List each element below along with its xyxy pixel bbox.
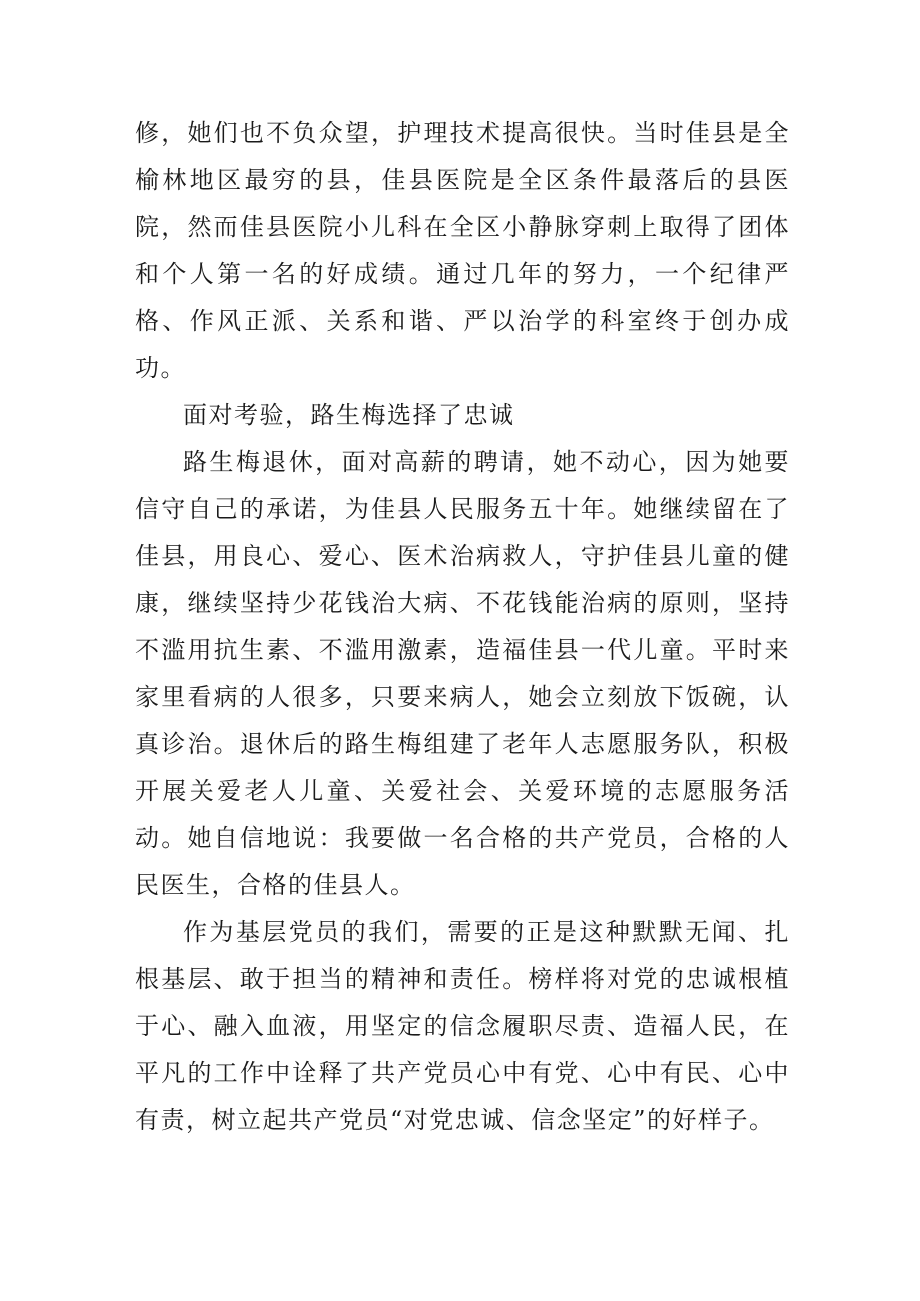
paragraph-conclusion: 作为基层党员的我们，需要的正是这种默默无闻、扎根基层、敢于担当的精神和责任。榜样将对党的忠诚根植于心、融入血液，用坚定的信念履职尽责、造福人民，在平凡的工作中诠释了共产党员心中有党、心中有民、心中有责，树立起共产党员“对党忠诚、信念坚定”的好样子。 bbox=[135, 918, 790, 1134]
paragraph-continuation: 修，她们也不负众望，护理技术提高很快。当时佳县是全榆林地区最穷的县，佳县医院是全区条件最落后的县医院，然而佳县医院小儿科在全区小静脉穿刺上取得了团体和个人第一名的好成绩。通过几年的努力，一个纪律严格、作风正派、关系和谐、严以治学的科室终于创办成功。 bbox=[135, 119, 790, 382]
paragraph-retirement: 路生梅退休，面对高薪的聘请，她不动心，因为她要信守自己的承诺，为佳县人民服务五十年。她继续留在了佳县，用良心、爱心、医术治病救人，守护佳县儿童的健康，继续坚持少花钱治大病、不花钱能治病的原则，坚持不滥用抗生素、不滥用激素，造福佳县一代儿童。平时来家里看病的人很多，只要来病人，她会立刻放下饭碗，认真诊治。退休后的路生梅组建了老年人志愿服务队，积极开展关爱老人儿童、关爱社会、关爱环境的志愿服务活动。她自信地说：我要做一名合格的共产党员，合格的人民医生，合格的佳县人。 bbox=[135, 448, 790, 899]
document-body bbox=[135, 110, 790, 1144]
section-heading: 面对考验，路生梅选择了忠诚 bbox=[183, 401, 515, 429]
